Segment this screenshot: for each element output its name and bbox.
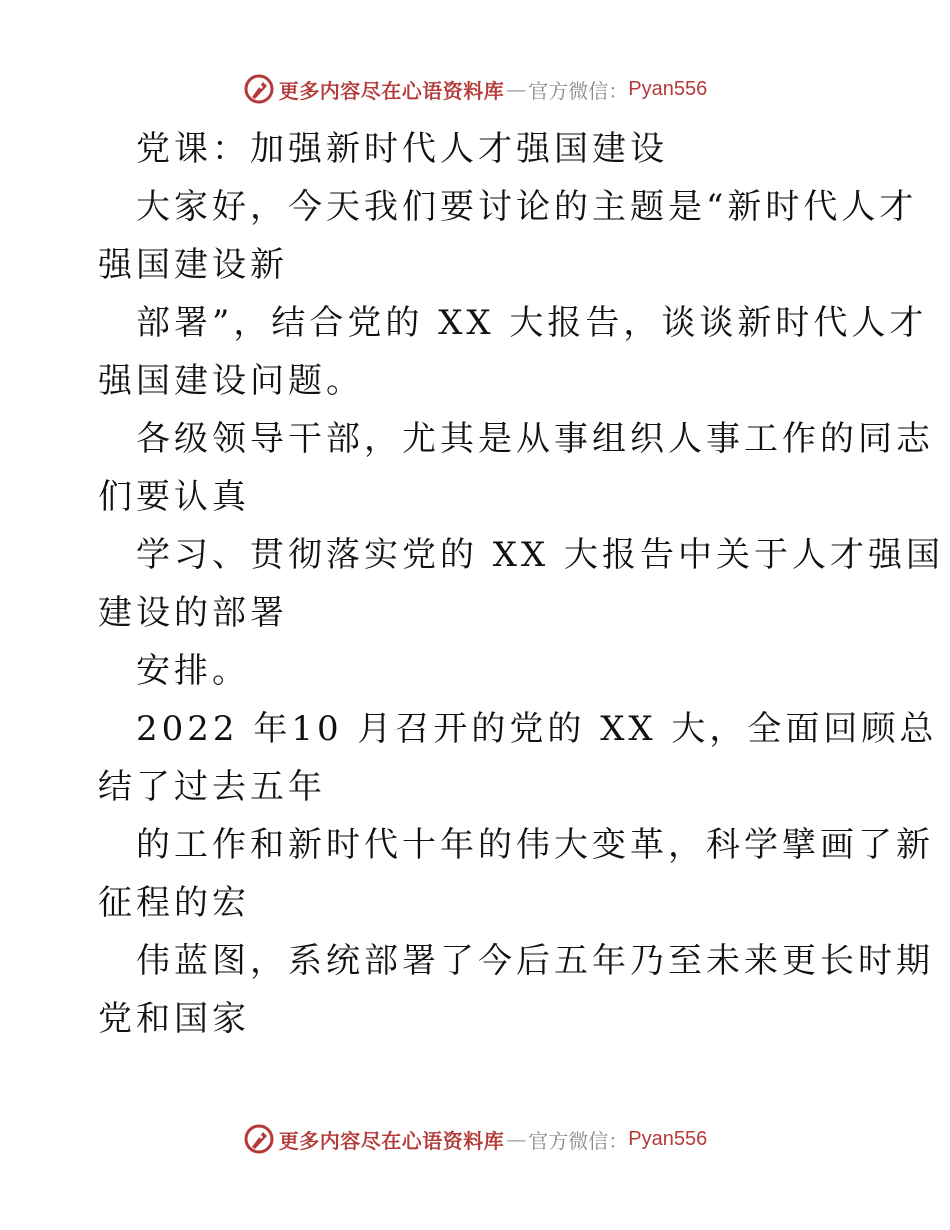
- doc-line: 各级领导干部，尤其是从事组织人事工作的同志: [136, 419, 934, 459]
- doc-line: 安排。: [136, 651, 250, 691]
- pen-nib-logo-icon: [243, 1123, 275, 1155]
- header-banner: [0, 72, 950, 106]
- footer-wechat-label: 官方微信：: [528, 1128, 629, 1153]
- footer-wechat-id: Pyan556: [628, 1127, 708, 1150]
- doc-title: 党课：加强新时代人才强国建设: [136, 129, 668, 169]
- doc-line: 结了过去五年: [98, 767, 326, 807]
- footer-promo-text: 更多内容尽在心语资料库: [278, 1128, 505, 1153]
- doc-line: 部署”，结合党的 XX 大报告，谈谈新时代人才: [136, 303, 928, 343]
- doc-line: 学习、贯彻落实党的 XX 大报告中关于人才强国: [136, 535, 945, 575]
- doc-line: 征程的宏: [98, 883, 250, 923]
- header-wechat-label: 官方微信：: [528, 78, 629, 103]
- doc-line: 建设的部署: [98, 593, 288, 633]
- doc-line: 的工作和新时代十年的伟大变革，科学擘画了新: [136, 825, 934, 865]
- header-promo-text: 更多内容尽在心语资料库: [278, 78, 505, 103]
- pen-nib-logo-icon: [243, 73, 275, 105]
- footer-banner: [0, 1122, 950, 1156]
- doc-line: 2022 年10 月召开的党的 XX 大，全面回顾总: [136, 709, 938, 749]
- header-wechat-id: Pyan556: [628, 77, 708, 100]
- doc-line: 大家好，今天我们要讨论的主题是“新时代人才: [136, 187, 918, 227]
- footer-dash: —: [506, 1127, 527, 1151]
- doc-line: 伟蓝图，系统部署了今后五年乃至未来更长时期: [136, 941, 934, 981]
- doc-line: 党和国家: [98, 999, 250, 1039]
- header-dash: —: [506, 77, 527, 101]
- doc-line: 们要认真: [98, 477, 250, 517]
- doc-line: 强国建设新: [98, 245, 288, 285]
- document-body: [98, 120, 945, 1048]
- doc-line: 强国建设问题。: [98, 361, 364, 401]
